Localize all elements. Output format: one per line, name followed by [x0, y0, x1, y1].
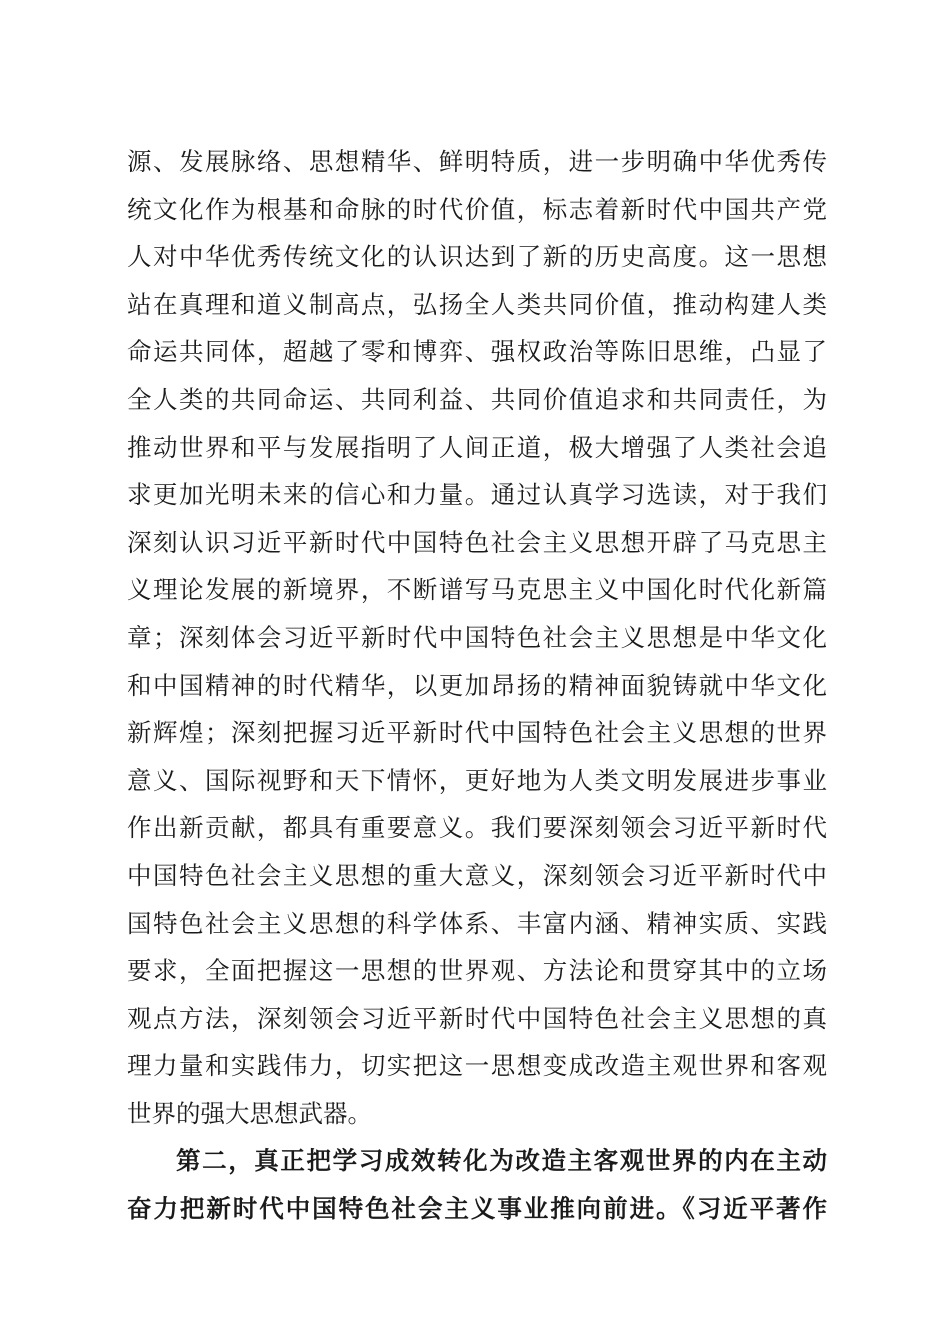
document-body [127, 138, 827, 1233]
text-line: 章；深刻体会习近平新时代中国特色社会主义思想是中华文化 [127, 622, 827, 652]
text-line: 人对中华优秀传统文化的认识达到了新的历史高度。这一思想 [127, 242, 827, 272]
text-line: 源、发展脉络、思想精华、鲜明特质，进一步明确中华优秀传 [127, 147, 827, 176]
text-line: 世界的强大思想武器。 [127, 1098, 372, 1128]
text-line: 观点方法，深刻领会习近平新时代中国特色社会主义思想的真 [127, 1003, 827, 1033]
text-line: 义理论发展的新境界，不断谱写马克思主义中国化时代化新篇 [127, 575, 827, 605]
text-line: 和中国精神的时代精华，以更加昂扬的精神面貌铸就中华文化 [127, 670, 827, 700]
text-line: 意义、国际视野和天下情怀，更好地为人类文明发展进步事业 [127, 765, 827, 795]
text-line: 全人类的共同命运、共同利益、共同价值追求和共同责任，为 [127, 384, 827, 414]
text-line: 推动世界和平与发展指明了人间正道，极大增强了人类社会追 [127, 432, 827, 462]
paragraph-1 [127, 138, 827, 1137]
text-line: 理力量和实践伟力，切实把这一思想变成改造主观世界和客观 [127, 1051, 827, 1081]
text-line: 统文化作为根基和命脉的时代价值，标志着新时代中国共产党 [127, 194, 827, 224]
text-line: 求更加光明未来的信心和力量。通过认真学习选读，对于我们 [127, 480, 827, 510]
text-line: 要求，全面把握这一思想的世界观、方法论和贯穿其中的立场 [127, 956, 827, 986]
heading-line: 奋力把新时代中国特色社会主义事业推向前进。《习近平著作 [127, 1194, 827, 1224]
text-line: 站在真理和道义制高点，弘扬全人类共同价值，推动构建人类 [127, 289, 827, 319]
text-line: 中国特色社会主义思想的重大意义，深刻领会习近平新时代中 [127, 860, 827, 890]
heading-line: 第二，真正把学习成效转化为改造主客观世界的内在主动 [176, 1146, 827, 1176]
text-line: 深刻认识习近平新时代中国特色社会主义思想开辟了马克思主 [127, 527, 827, 557]
text-line: 新辉煌；深刻把握习近平新时代中国特色社会主义思想的世界 [127, 718, 827, 748]
paragraph-2 [127, 1137, 827, 1232]
text-line: 国特色社会主义思想的科学体系、丰富内涵、精神实质、实践 [127, 908, 827, 938]
text-line: 命运共同体，超越了零和博弈、强权政治等陈旧思维，凸显了 [127, 337, 827, 367]
text-line: 作出新贡献，都具有重要意义。我们要深刻领会习近平新时代 [127, 813, 827, 843]
